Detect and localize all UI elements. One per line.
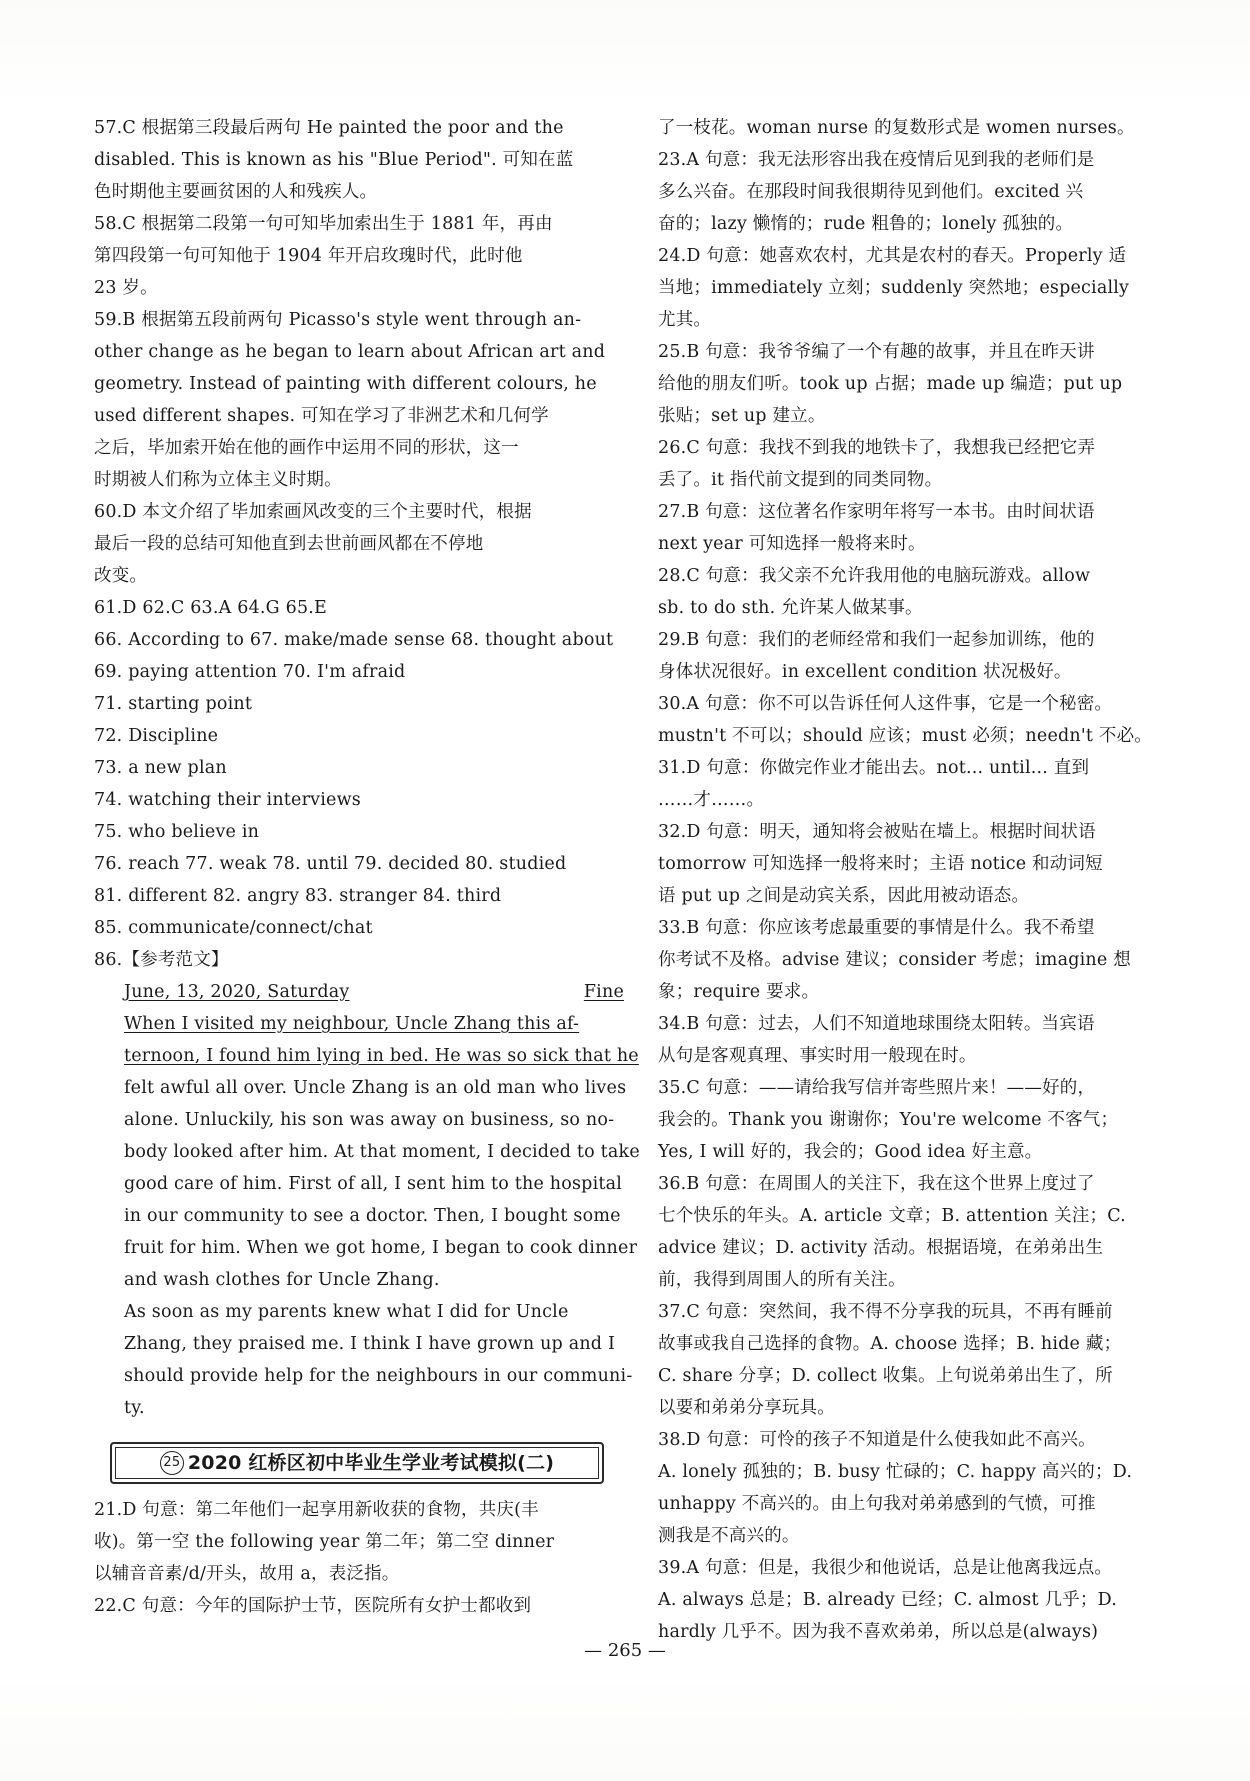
- answer-line: 之后，毕加索开始在他的画作中运用不同的形状，这一: [94, 438, 519, 458]
- answer-line: 75. who believe in: [94, 822, 260, 842]
- answer-line: 多么兴奋。在那段时间我很期待见到他们。excited 兴: [658, 182, 1084, 202]
- answer-line: 31.D 句意：你做完作业才能出去。not... until... 直到: [658, 758, 1090, 778]
- answer-line: tomorrow 可知选择一般将来时；主语 notice 和动词短: [658, 854, 1103, 874]
- essay-date-line: [94, 976, 624, 1008]
- answer-line: unhappy 不高兴的。由上句我对弟弟感到的气愤，可推: [658, 1494, 1096, 1514]
- answer-line: 23.A 句意：我无法形容出我在疫情后见到我的老师们是: [658, 150, 1095, 170]
- answer-line: 从句是客观真理、事实时用一般现在时。: [658, 1046, 977, 1066]
- essay-weather: Fine: [583, 982, 624, 1002]
- answer-line: 57.C 根据第三段最后两句 He painted the poor and the: [94, 118, 564, 138]
- essay-line: in our community to see a doctor. Then, I bought some: [124, 1206, 621, 1226]
- answer-line: 色时期他主要画贫困的人和残疾人。: [94, 182, 378, 202]
- essay-line: felt awful all over. Uncle Zhang is an old man who lives: [124, 1078, 627, 1098]
- answer-line: 33.B 句意：你应该考虑最重要的事情是什么。我不希望: [658, 918, 1095, 938]
- answer-line: A. lonely 孤独的；B. busy 忙碌的；C. happy 高兴的；D.: [658, 1462, 1133, 1482]
- answer-line: 以辅音音素/d/开头，故用 a，表泛指。: [94, 1564, 400, 1584]
- answer-line: 74. watching their interviews: [94, 790, 361, 810]
- model-essay: [94, 1008, 640, 1424]
- essay-line: fruit for him. When we got home, I began to cook dinner: [124, 1238, 638, 1258]
- answer-line: 前，我得到周围人的所有关注。: [658, 1270, 906, 1290]
- answer-line: 23 岁。: [94, 278, 158, 298]
- page-number: — 265 —: [584, 1640, 666, 1661]
- answer-line: 给他的朋友们听。took up 占据；made up 编造；put up: [658, 374, 1123, 394]
- answer-line: 改变。: [94, 566, 148, 586]
- answer-line: 语 put up 之间是动宾关系，因此用被动语态。: [658, 886, 1030, 906]
- answer-line: 27.B 句意：这位著名作家明年将写一本书。由时间状语: [658, 502, 1095, 522]
- answer-line: 39.A 句意：但是，我很少和他说话，总是让他离我远点。: [658, 1558, 1113, 1578]
- answer-line: C. share 分享；D. collect 收集。上句说弟弟出生了，所: [658, 1366, 1113, 1386]
- answer-line: 24.D 句意：她喜欢农村，尤其是农村的春天。Properly 适: [658, 246, 1127, 266]
- answer-line: 收)。第一空 the following year 第二年；第二空 dinner: [94, 1532, 555, 1552]
- answer-line: 了一枝花。woman nurse 的复数形式是 women nurses。: [658, 118, 1135, 138]
- answer-line: 第四段第一句可知他于 1904 年开启玫瑰时代，此时他: [94, 246, 523, 266]
- answer-line: 34.B 句意：过去，人们不知道地球围绕太阳转。当宾语: [658, 1014, 1095, 1034]
- answer-line: 71. starting point: [94, 694, 253, 714]
- answer-line: other change as he began to learn about African art and: [94, 342, 606, 362]
- answer-line: 当地；immediately 立刻；suddenly 突然地；especially: [658, 278, 1130, 298]
- essay-line: body looked after him. At that moment, I decided to take: [124, 1142, 640, 1162]
- answer-line: 你考试不及格。advise 建议；consider 考虑；imagine 想: [658, 950, 1131, 970]
- answer-line: 30.A 句意：你不可以告诉任何人这件事，它是一个秘密。: [658, 694, 1113, 714]
- answer-line: ……才……。: [658, 790, 765, 810]
- answer-line: 73. a new plan: [94, 758, 227, 778]
- answer-line: 奋的；lazy 懒惰的；rude 粗鲁的；lonely 孤独的。: [658, 214, 1074, 234]
- answer-line: 以要和弟弟分享玩具。: [658, 1398, 835, 1418]
- essay-date: June, 13, 2020, Saturday: [124, 982, 350, 1002]
- answer-line: 61.D 62.C 63.A 64.G 65.E: [94, 598, 328, 618]
- answer-line: 60.D 本文介绍了毕加索画风改变的三个主要时代，根据: [94, 502, 532, 522]
- answer-line: disabled. This is known as his "Blue Period". 可知在蓝: [94, 150, 574, 170]
- answer-line: 张贴；set up 建立。: [658, 406, 826, 426]
- essay-line: As soon as my parents knew what I did for Uncle: [124, 1302, 569, 1322]
- essay-line: alone. Unluckily, his son was away on business, so no-: [124, 1110, 615, 1130]
- answer-line: 85. communicate/connect/chat: [94, 918, 373, 938]
- answer-line: 36.B 句意：在周围人的关注下，我在这个世界上度过了: [658, 1174, 1095, 1194]
- answer-line: 22.C 句意：今年的国际护士节，医院所有女护士都收到: [94, 1596, 532, 1616]
- answer-line: sb. to do sth. 允许某人做某事。: [658, 598, 923, 618]
- answer-line: 86.【参考范文】: [94, 950, 229, 970]
- essay-line: When I visited my neighbour, Uncle Zhang this af-: [124, 1014, 580, 1034]
- answer-line: A. always 总是；B. already 已经；C. almost 几乎；D.: [658, 1590, 1117, 1610]
- answer-line: 35.C 句意：——请给我写信并寄些照片来！——好的，: [658, 1078, 1096, 1098]
- essay-line: ty.: [124, 1398, 145, 1418]
- answer-line: 58.C 根据第二段第一句可知毕加索出生于 1881 年，再由: [94, 214, 553, 234]
- section-title: 2020 红桥区初中毕业生学业考试模拟(二): [187, 1452, 555, 1474]
- answer-line: 身体状况很好。in excellent condition 状况极好。: [658, 662, 1072, 682]
- answer-line: next year 可知选择一般将来时。: [658, 534, 926, 554]
- answer-line: 测我是不高兴的。: [658, 1526, 800, 1546]
- answer-line: 29.B 句意：我们的老师经常和我们一起参加训练，他的: [658, 630, 1095, 650]
- section-header: [110, 1442, 604, 1484]
- section-number: 25: [160, 1451, 184, 1475]
- right-column: [658, 112, 1154, 1648]
- left-column: [94, 112, 640, 1622]
- essay-line: ternoon, I found him lying in bed. He was so sick that he: [124, 1046, 639, 1066]
- answer-line: 象；require 要求。: [658, 982, 820, 1002]
- answer-line: hardly 几乎不。因为我不喜欢弟弟，所以总是(always): [658, 1622, 1099, 1642]
- answer-line: 时期被人们称为立体主义时期。: [94, 470, 342, 490]
- answer-line: 最后一段的总结可知他直到去世前画风都在不停地: [94, 534, 484, 554]
- answer-line: geometry. Instead of painting with different colours, he: [94, 374, 597, 394]
- answer-line: 37.C 句意：突然间，我不得不分享我的玩具，不再有睡前: [658, 1302, 1113, 1322]
- answer-line: advice 建议；D. activity 活动。根据语境，在弟弟出生: [658, 1238, 1104, 1258]
- answer-line: 七个快乐的年头。A. article 文章；B. attention 关注；C.: [658, 1206, 1126, 1226]
- answer-list-right: [658, 112, 1154, 1648]
- answer-line: 81. different 82. angry 83. stranger 84. third: [94, 886, 502, 906]
- answer-line: 66. According to 67. make/made sense 68. thought about: [94, 630, 614, 650]
- answer-line: Yes, I will 好的，我会的；Good idea 好主意。: [658, 1142, 1043, 1162]
- answer-line: used different shapes. 可知在学习了非洲艺术和几何学: [94, 406, 549, 426]
- answer-line: 故事或我自己选择的食物。A. choose 选择；B. hide 藏；: [658, 1334, 1122, 1354]
- essay-line: Zhang, they praised me. I think I have grown up and I: [124, 1334, 616, 1354]
- answer-line: 38.D 句意：可怜的孩子不知道是什么使我如此不高兴。: [658, 1430, 1096, 1450]
- answer-line: 丢了。it 指代前文提到的同类同物。: [658, 470, 943, 490]
- answer-line: 我会的。Thank you 谢谢你；You're welcome 不客气；: [658, 1110, 1119, 1130]
- answer-line: 32.D 句意：明天，通知将会被贴在墙上。根据时间状语: [658, 822, 1096, 842]
- answer-line: 59.B 根据第五段前两句 Picasso's style went through an-: [94, 310, 582, 330]
- essay-line: good care of him. First of all, I sent him to the hospital: [124, 1174, 623, 1194]
- answer-line: mustn't 不可以；should 应该；must 必须；needn't 不必。: [658, 726, 1152, 746]
- answer-line: 72. Discipline: [94, 726, 219, 746]
- answer-line: 25.B 句意：我爷爷编了一个有趣的故事，并且在昨天讲: [658, 342, 1095, 362]
- answer-list-section: [94, 1494, 624, 1622]
- answer-line: 76. reach 77. weak 78. until 79. decided 80. studied: [94, 854, 567, 874]
- answer-line: 21.D 句意：第二年他们一起享用新收获的食物，共庆(丰: [94, 1500, 539, 1520]
- essay-line: should provide help for the neighbours in our communi-: [124, 1366, 633, 1386]
- answer-line: 28.C 句意：我父亲不允许我用他的电脑玩游戏。allow: [658, 566, 1091, 586]
- answer-list-left: [94, 112, 624, 976]
- essay-line: and wash clothes for Uncle Zhang.: [124, 1270, 440, 1290]
- answer-line: 尤其。: [658, 310, 712, 330]
- answer-line: 69. paying attention 70. I'm afraid: [94, 662, 406, 682]
- answer-line: 26.C 句意：我找不到我的地铁卡了，我想我已经把它弄: [658, 438, 1096, 458]
